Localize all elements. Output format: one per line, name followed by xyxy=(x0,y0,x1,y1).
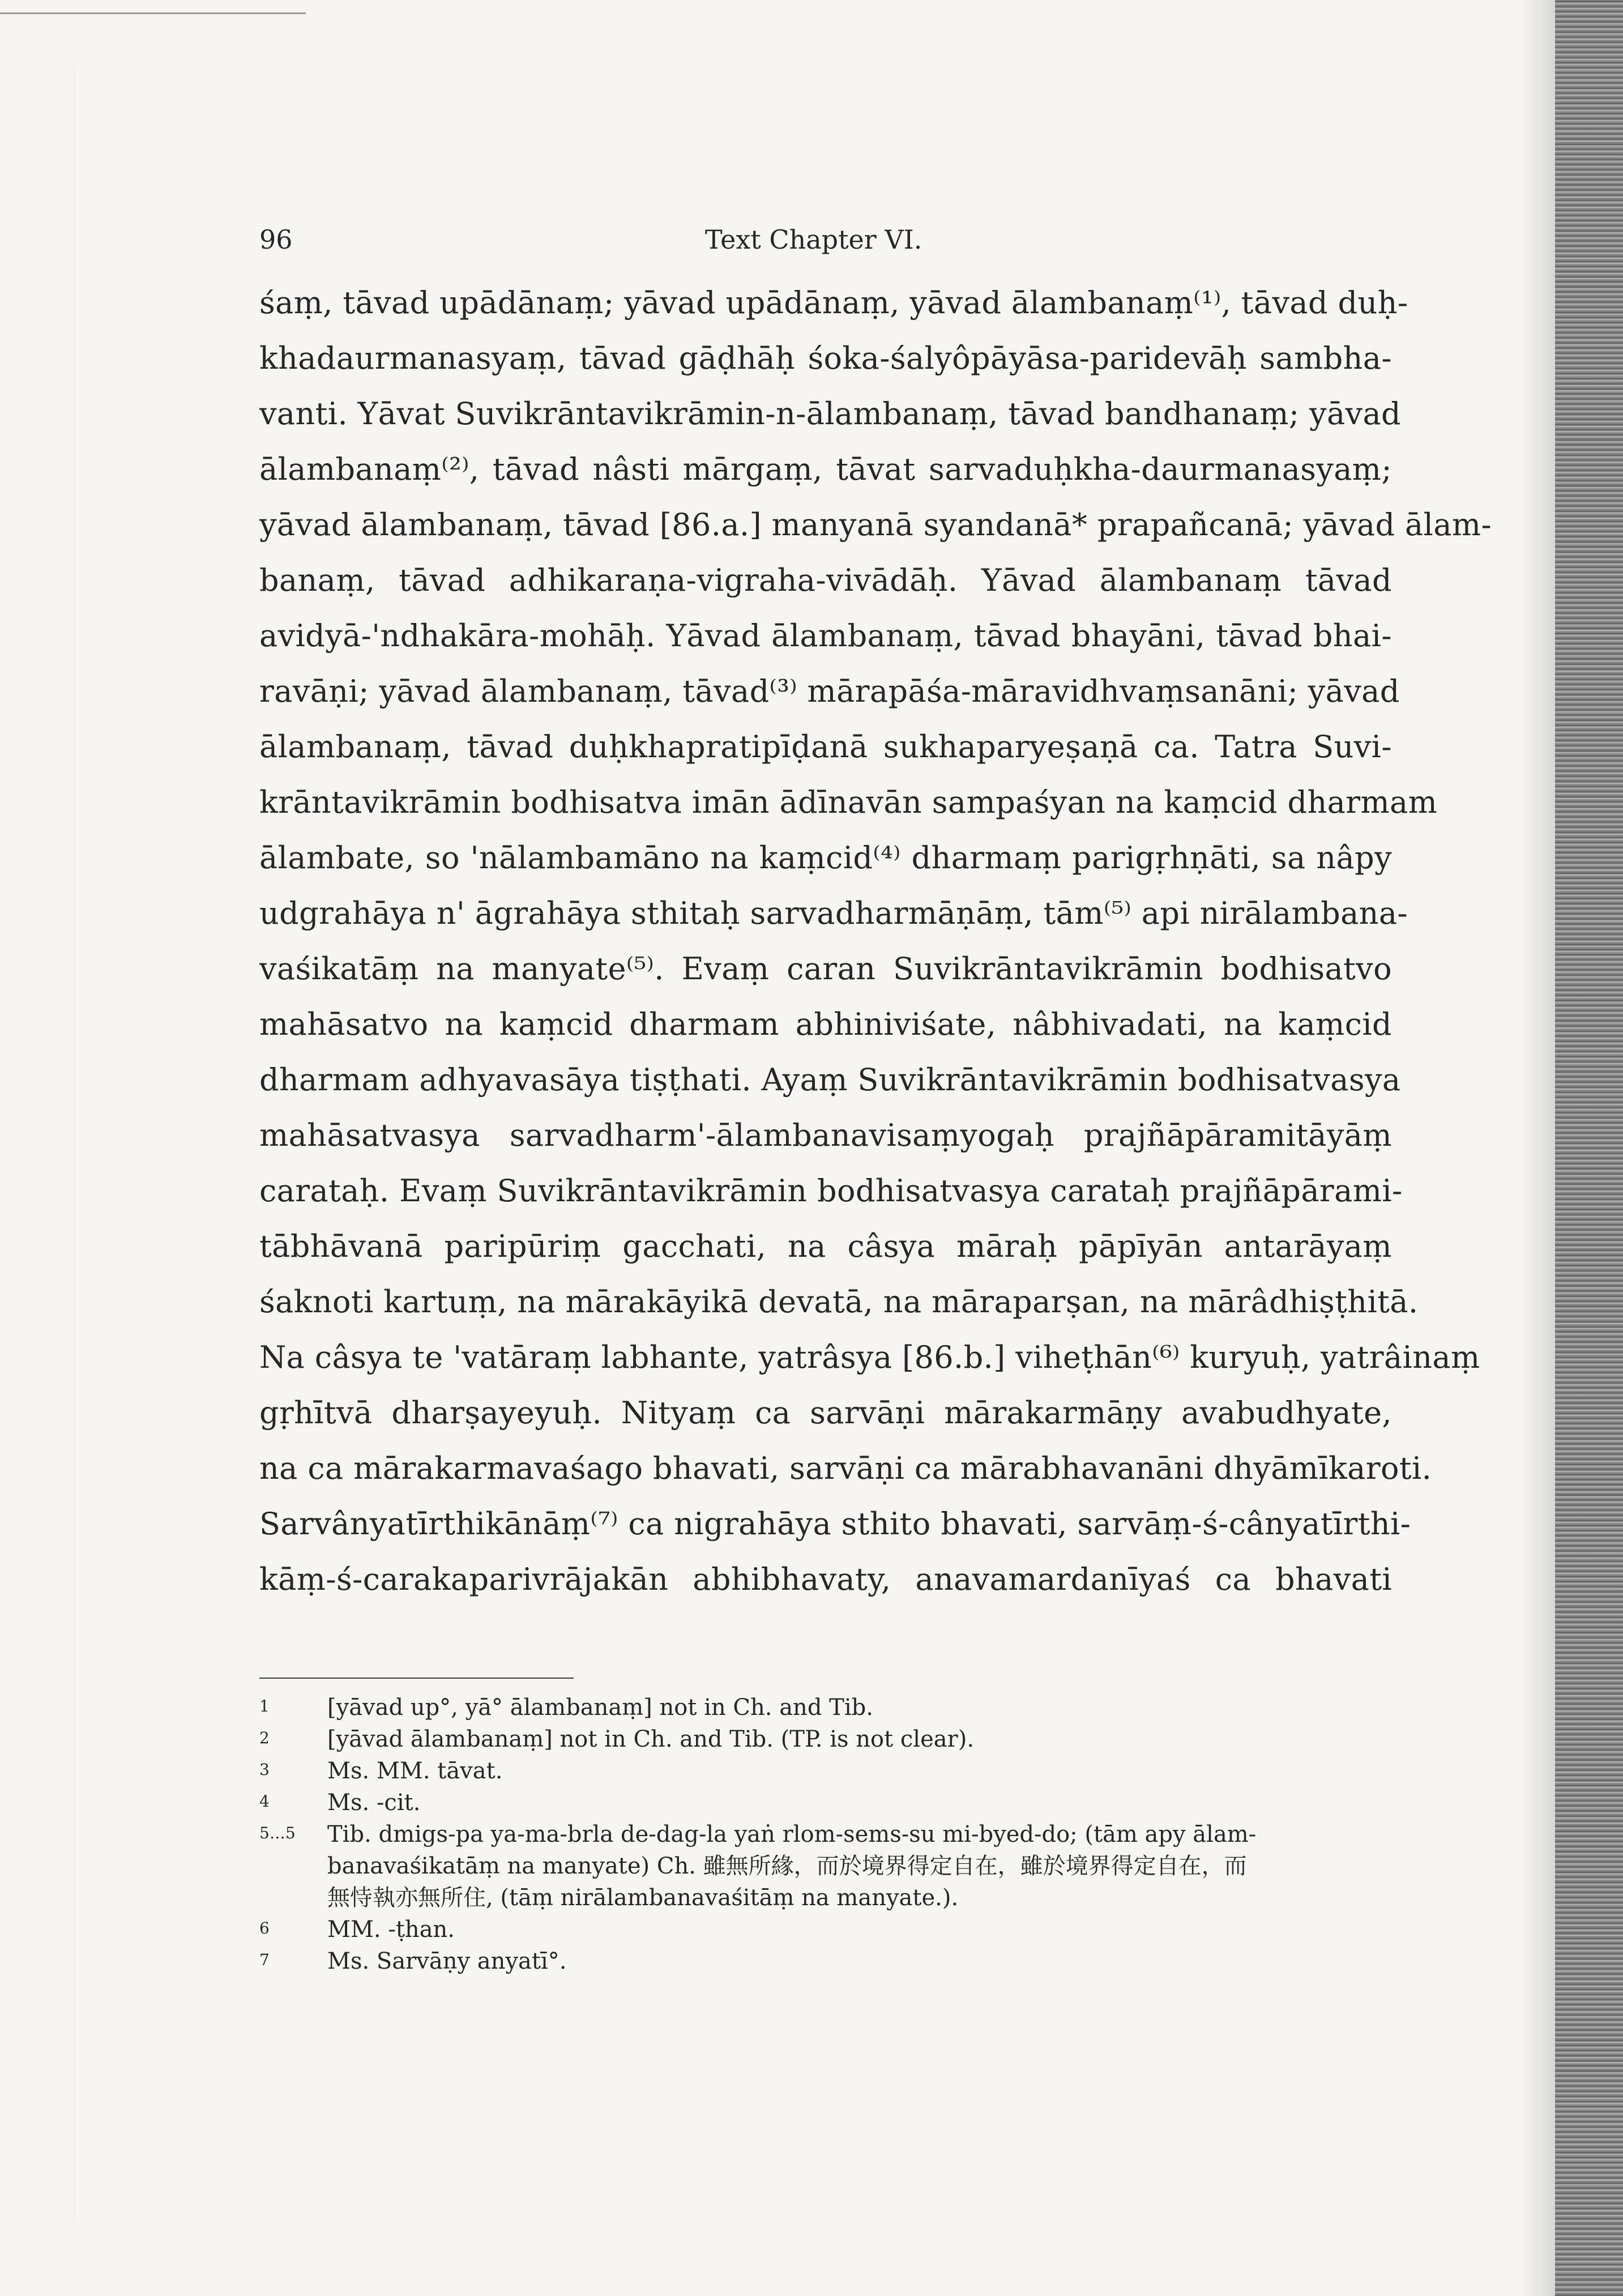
page-gutter-shadow xyxy=(1521,0,1555,2296)
page-edge-stack xyxy=(1555,0,1623,2296)
text-line: dharmam adhyavasāya tiṣṭhati. Ayaṃ Suvikrāntavikrāmin bodhisatvasya xyxy=(259,1062,1401,1098)
scan-left-shadow xyxy=(74,68,75,2220)
footnote-number: 4 xyxy=(259,1792,270,1811)
text-line: Na câsya te 'vatāraṃ labhante, yatrâsya [86.b.] viheṭhān⁽⁶⁾ kuryuḥ, yatrâinaṃ xyxy=(259,1339,1480,1375)
footnote-text: Ms. Sarvāṇy anyatī°. xyxy=(327,1948,567,1974)
footnote-continuation: banavaśikatāṃ na manyate) Ch. 雖無所緣，而於境界得定自在，雖於境界得定自在，而 xyxy=(327,1853,1247,1879)
text-line: carataḥ. Evaṃ Suvikrāntavikrāmin bodhisatvasya carataḥ prajñāpārami- xyxy=(259,1173,1403,1209)
text-line: śaknoti kartuṃ, na mārakāyikā devatā, na māraparṣan, na mārâdhiṣṭhitā. xyxy=(259,1284,1419,1320)
footnote xyxy=(259,1915,455,1944)
text-line: na ca mārakarmavaśago bhavati, sarvāṇi ca mārabhavanāni dhyāmīkaroti. xyxy=(259,1450,1432,1486)
text-line: vaśikatāṃ na manyate⁽⁵⁾. Evaṃ caran Suvikrāntavikrāmin bodhisatvo xyxy=(259,951,1392,987)
page-number: 96 xyxy=(259,224,293,255)
footnote-text: MM. -ṭhan. xyxy=(327,1917,455,1943)
text-line: banaṃ, tāvad adhikaraṇa-vigraha-vivādāḥ. Yāvad ālambanaṃ tāvad xyxy=(259,562,1392,598)
text-line: yāvad ālambanaṃ, tāvad [86.a.] manyanā syandanā* prapañcanā; yāvad ālam- xyxy=(259,507,1492,543)
footnote-text: Ms. -cit. xyxy=(327,1790,421,1816)
footnote xyxy=(259,1757,502,1785)
text-line: mahāsatvasya sarvadharm'-ālambanavisaṃyogaḥ prajñāpāramitāyāṃ xyxy=(259,1117,1392,1153)
text-line: ravāṇi; yāvad ālambanaṃ, tāvad⁽³⁾ mārapāśa-māravidhvaṃsanāni; yāvad xyxy=(259,673,1400,709)
scan-top-rule xyxy=(0,12,306,14)
footnote-number: 5…5 xyxy=(259,1824,296,1842)
text-line: krāntavikrāmin bodhisatva imān ādīnavān sampaśyan na kaṃcid dharmam xyxy=(259,784,1438,820)
footnote-text: [yāvad ālambanaṃ] not in Ch. and Tib. (TP. is not clear). xyxy=(327,1726,975,1752)
footnote xyxy=(259,1947,566,1975)
footnote-number: 1 xyxy=(259,1697,270,1715)
text-line: gṛhītvā dharṣayeyuḥ. Nityaṃ ca sarvāṇi mārakarmāṇy avabudhyate, xyxy=(259,1395,1392,1431)
footnote xyxy=(259,1820,1256,1849)
footnote-continuation: 無恃執亦無所住, (tāṃ nirālambanavaśitāṃ na manyate.). xyxy=(327,1885,959,1911)
text-line: ālambate, so 'nālambamāno na kaṃcid⁽⁴⁾ dharmaṃ parigṛhṇāti, sa nâpy xyxy=(259,840,1392,876)
text-line: avidyā-'ndhakāra-mohāḥ. Yāvad ālambanaṃ, tāvad bhayāni, tāvad bhai- xyxy=(259,618,1392,654)
text-line: Sarvânyatīrthikānāṃ⁽⁷⁾ ca nigrahāya sthito bhavati, sarvāṃ-ś-cânyatīrthi- xyxy=(259,1506,1411,1542)
footnote-number: 3 xyxy=(259,1760,270,1779)
running-title: Text Chapter VI. xyxy=(705,224,922,255)
text-line: ālambanaṃ⁽²⁾, tāvad nâsti mārgaṃ, tāvat sarvaduḥkha-daurmanasyaṃ; xyxy=(259,451,1392,487)
footnote-separator xyxy=(259,1678,574,1679)
text-line: mahāsatvo na kaṃcid dharmam abhiniviśate, nâbhivadati, na kaṃcid xyxy=(259,1006,1392,1042)
footnote xyxy=(259,1693,873,1722)
footnote xyxy=(259,1725,974,1753)
footnote-number: 6 xyxy=(259,1919,270,1937)
footnote-text: [yāvad up°, yā° ālambanaṃ] not in Ch. and Tib. xyxy=(327,1695,873,1721)
text-line: śaṃ, tāvad upādānaṃ; yāvad upādānaṃ, yāvad ālambanaṃ⁽¹⁾, tāvad duḥ- xyxy=(259,285,1408,321)
footnote-number: 7 xyxy=(259,1951,270,1969)
text-line: kāṃ-ś-carakaparivrājakān abhibhavaty, anavamardanīyaś ca bhavati xyxy=(259,1561,1392,1597)
footnote-text: Tib. dmigs-pa ya-ma-brla de-dag-la yaṅ rlom-sems-su mi-byed-do; (tām apy ālam- xyxy=(327,1821,1257,1847)
footnote-number: 2 xyxy=(259,1729,270,1747)
text-line: tābhāvanā paripūriṃ gacchati, na câsya māraḥ pāpīyān antarāyaṃ xyxy=(259,1228,1392,1264)
footnote xyxy=(259,1789,420,1817)
footnote-text: Ms. MM. tāvat. xyxy=(327,1758,503,1784)
text-line: udgrahāya n' āgrahāya sthitaḥ sarvadharmāṇāṃ, tām⁽⁵⁾ api nirālambana- xyxy=(259,895,1408,931)
text-line: khadaurmanasyaṃ, tāvad gāḍhāḥ śoka-śalyôpāyāsa-paridevāḥ sambha- xyxy=(259,340,1392,376)
text-line: ālambanaṃ, tāvad duḥkhapratipīḍanā sukhaparyeṣaṇā ca. Tatra Suvi- xyxy=(259,729,1392,765)
text-line: vanti. Yāvat Suvikrāntavikrāmin-n-ālambanaṃ, tāvad bandhanaṃ; yāvad xyxy=(259,396,1402,432)
